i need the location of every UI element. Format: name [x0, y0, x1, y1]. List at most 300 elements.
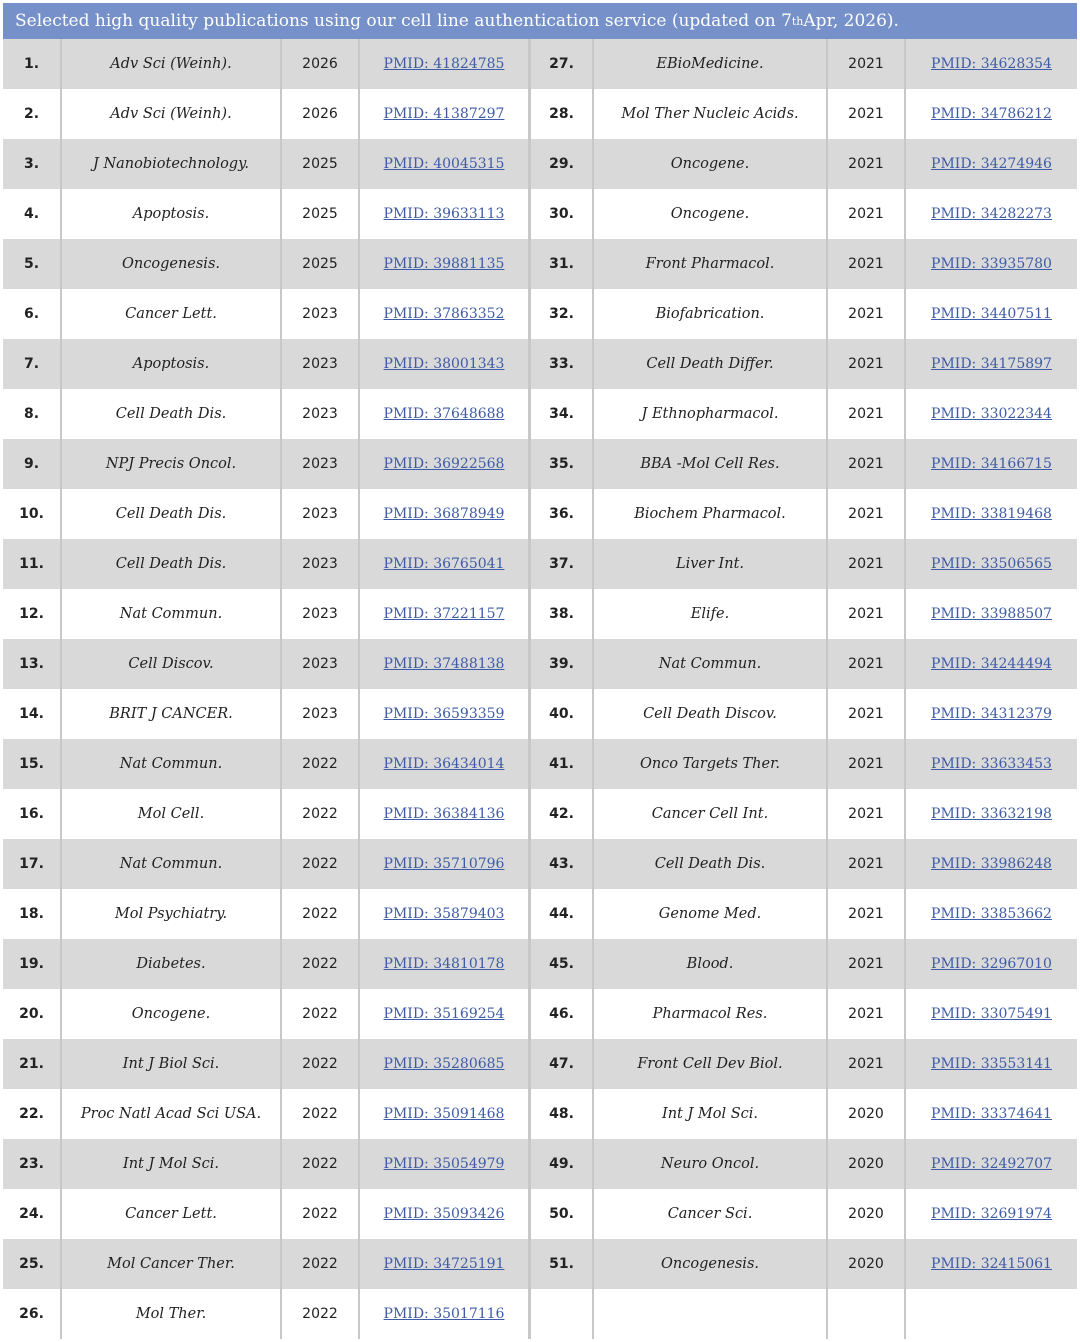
publication-year-cell [827, 939, 905, 989]
publication-year-cell [281, 989, 359, 1039]
journal-name-cell [61, 1239, 281, 1289]
publication-row [3, 639, 528, 689]
row-number-cell [531, 1189, 593, 1239]
publication-year-cell [281, 1239, 359, 1289]
pmid-link-cell [905, 1039, 1077, 1089]
row-number: 1. [23, 56, 40, 72]
publication-year-cell [827, 639, 905, 689]
publication-year: 2021 [848, 1056, 884, 1072]
publication-year: 2021 [848, 256, 884, 272]
row-number: 16. [19, 806, 44, 822]
publication-year: 2023 [302, 556, 338, 572]
journal-name-cell [593, 239, 827, 289]
journal-name-cell [61, 389, 281, 439]
journal-name: Int J Biol Sci. [122, 1056, 220, 1072]
journal-name-cell [61, 1089, 281, 1139]
pmid-link[interactable]: PMID: 35710796 [383, 856, 505, 872]
publication-row [531, 289, 1077, 339]
publication-row [3, 539, 528, 589]
row-number-cell [3, 639, 61, 689]
publication-row [3, 339, 528, 389]
pmid-link-cell [905, 139, 1077, 189]
journal-name-cell [593, 589, 827, 639]
publication-year: 2026 [302, 56, 338, 72]
pmid-link[interactable]: PMID: 33853662 [931, 906, 1052, 922]
journal-name: Cell Death Dis. [115, 556, 227, 572]
journal-name-cell [593, 389, 827, 439]
publication-row [3, 389, 528, 439]
row-number: 40. [549, 706, 574, 722]
pmid-link[interactable]: PMID: 36878949 [383, 506, 505, 522]
row-number: 9. [23, 456, 40, 472]
row-number: 49. [549, 1156, 574, 1172]
row-number-cell [531, 889, 593, 939]
publication-year-cell [827, 139, 905, 189]
pmid-link-cell [905, 689, 1077, 739]
pmid-link-cell [359, 739, 528, 789]
publication-year-cell [281, 1189, 359, 1239]
pmid-link[interactable]: PMID: 33986248 [931, 856, 1052, 872]
publication-year: 2021 [848, 556, 884, 572]
journal-name-cell [61, 39, 281, 89]
journal-name: Liver Int. [675, 556, 745, 572]
pmid-link[interactable]: PMID: 34244494 [931, 656, 1052, 672]
row-number-cell [531, 1039, 593, 1089]
publication-year: 2021 [848, 506, 884, 522]
row-number-cell [3, 339, 61, 389]
publication-year-cell [281, 39, 359, 89]
publication-year-cell [827, 1239, 905, 1289]
row-number-cell [531, 289, 593, 339]
journal-name-cell [61, 939, 281, 989]
publication-row [3, 139, 528, 189]
journal-name: Apoptosis. [132, 206, 210, 222]
title-superscript: th [791, 14, 804, 28]
journal-name-cell [61, 739, 281, 789]
publication-year-cell [827, 389, 905, 439]
pmid-link[interactable]: PMID: 37863352 [383, 306, 505, 322]
publication-year: 2020 [848, 1156, 884, 1172]
publication-year-cell [827, 889, 905, 939]
publication-year: 2026 [302, 106, 338, 122]
publication-year: 2023 [302, 356, 338, 372]
pmid-link[interactable]: PMID: 34166715 [931, 456, 1052, 472]
pmid-link[interactable]: PMID: 34175897 [931, 356, 1052, 372]
row-number-cell [3, 189, 61, 239]
page-title [3, 3, 1077, 39]
row-number-cell [3, 589, 61, 639]
publication-year-cell [281, 89, 359, 139]
publication-year-cell [281, 1289, 359, 1339]
journal-name: Cell Death Dis. [115, 506, 227, 522]
pmid-link-cell [359, 389, 528, 439]
journal-name-cell [593, 1089, 827, 1139]
pmid-link-cell [359, 689, 528, 739]
journal-name: Nat Commun. [658, 656, 762, 672]
pmid-link-cell [905, 889, 1077, 939]
row-number: 11. [19, 556, 44, 572]
publication-row [3, 1089, 528, 1139]
publication-year-cell [281, 189, 359, 239]
pmid-link-cell [905, 1139, 1077, 1189]
pmid-link[interactable]: PMID: 37488138 [383, 656, 505, 672]
row-number: 5. [23, 256, 40, 272]
journal-name: Apoptosis. [132, 356, 210, 372]
journal-name-cell [593, 889, 827, 939]
publication-year: 2022 [302, 1256, 338, 1272]
pmid-link-cell [359, 339, 528, 389]
publication-year-cell [827, 1289, 905, 1339]
row-number-cell [531, 189, 593, 239]
journal-name: Cancer Sci. [667, 1206, 753, 1222]
journal-name: Nat Commun. [119, 856, 223, 872]
journal-name: Adv Sci (Weinh). [110, 106, 232, 122]
pmid-link[interactable]: PMID: 36384136 [383, 806, 505, 822]
pmid-link-cell [905, 639, 1077, 689]
row-number-cell [531, 39, 593, 89]
journal-name: Front Cell Dev Biol. [637, 1056, 783, 1072]
pmid-link-cell [359, 1289, 528, 1339]
journal-name: Mol Psychiatry. [114, 906, 228, 922]
publication-year-cell [827, 289, 905, 339]
journal-name: Nat Commun. [119, 756, 223, 772]
publication-year-cell [281, 539, 359, 589]
pmid-link-cell [905, 39, 1077, 89]
journal-name-cell [61, 639, 281, 689]
row-number-cell [531, 439, 593, 489]
pmid-link-cell [905, 439, 1077, 489]
publication-row [3, 89, 528, 139]
publication-year: 2023 [302, 706, 338, 722]
pmid-link[interactable]: PMID: 34810178 [383, 956, 505, 972]
publication-year-cell [281, 639, 359, 689]
publication-year-cell [827, 1139, 905, 1189]
row-number: 29. [549, 156, 574, 172]
pmid-link[interactable]: PMID: 34407511 [931, 306, 1052, 322]
journal-name: Int J Mol Sci. [661, 1106, 759, 1122]
pmid-link[interactable]: PMID: 35091468 [383, 1106, 505, 1122]
pmid-link[interactable]: PMID: 35054979 [383, 1156, 505, 1172]
pmid-link[interactable]: PMID: 34628354 [931, 56, 1052, 72]
journal-name-cell [593, 489, 827, 539]
journal-name: Cell Discov. [128, 656, 214, 672]
pmid-link-cell [359, 789, 528, 839]
pmid-link[interactable]: PMID: 33988507 [931, 606, 1052, 622]
journal-name: Oncogenesis. [122, 256, 220, 272]
row-number: 33. [549, 356, 574, 372]
journal-name-cell [593, 839, 827, 889]
journal-name: NPJ Precis Oncol. [105, 456, 237, 472]
journal-name: Cell Death Dis. [115, 406, 227, 422]
journal-name: Cell Death Discov. [643, 706, 777, 722]
row-number: 30. [549, 206, 574, 222]
publication-year: 2021 [848, 906, 884, 922]
pmid-link[interactable]: PMID: 33075491 [931, 1006, 1052, 1022]
journal-name-cell [593, 439, 827, 489]
pmid-link[interactable]: PMID: 32415061 [931, 1256, 1052, 1272]
publication-year: 2023 [302, 456, 338, 472]
pmid-link[interactable]: PMID: 41387297 [383, 106, 505, 122]
publication-year: 2021 [848, 306, 884, 322]
pmid-link[interactable]: PMID: 38001343 [383, 356, 505, 372]
publication-year-cell [827, 1089, 905, 1139]
row-number: 38. [549, 606, 574, 622]
pmid-link[interactable]: PMID: 33632198 [931, 806, 1052, 822]
publication-year: 2021 [848, 356, 884, 372]
journal-name: Cell Death Dis. [654, 856, 766, 872]
row-number: 20. [19, 1006, 44, 1022]
journal-name: Cancer Cell Int. [651, 806, 769, 822]
journal-name-cell [61, 789, 281, 839]
journal-name-cell [61, 439, 281, 489]
row-number: 13. [19, 656, 44, 672]
publication-row [3, 489, 528, 539]
publication-row [531, 939, 1077, 989]
publication-year: 2020 [848, 1106, 884, 1122]
journal-name: Blood. [686, 956, 734, 972]
journal-name: BRIT J CANCER. [109, 706, 233, 722]
pmid-link[interactable]: PMID: 33553141 [931, 1056, 1052, 1072]
row-number-cell [531, 539, 593, 589]
publication-year-cell [827, 739, 905, 789]
pmid-link[interactable]: PMID: 32691974 [931, 1206, 1052, 1222]
pmid-link[interactable]: PMID: 36593359 [383, 706, 505, 722]
publication-year-cell [281, 1089, 359, 1139]
publication-year-cell [281, 289, 359, 339]
publication-year: 2021 [848, 206, 884, 222]
pmid-link[interactable]: PMID: 33633453 [931, 756, 1052, 772]
pmid-link-cell [905, 1289, 1077, 1339]
publication-row [531, 89, 1077, 139]
publication-year-cell [281, 489, 359, 539]
pmid-link[interactable]: PMID: 34312379 [931, 706, 1052, 722]
row-number-cell [531, 989, 593, 1039]
publication-row [531, 339, 1077, 389]
journal-name-cell [593, 789, 827, 839]
publication-year: 2021 [848, 706, 884, 722]
journal-name: Proc Natl Acad Sci USA. [80, 1106, 262, 1122]
pmid-link-cell [359, 839, 528, 889]
pmid-link[interactable]: PMID: 35879403 [383, 906, 505, 922]
pmid-link-cell [905, 489, 1077, 539]
pmid-link[interactable]: PMID: 40045315 [383, 156, 505, 172]
pmid-link[interactable]: PMID: 35280685 [383, 1056, 505, 1072]
publication-row [3, 289, 528, 339]
journal-name: Cancer Lett. [125, 1206, 217, 1222]
journal-name-cell [61, 189, 281, 239]
row-number: 15. [19, 756, 44, 772]
title-suffix: Apr, 2026). [803, 11, 899, 31]
publication-year: 2023 [302, 306, 338, 322]
publication-row [531, 589, 1077, 639]
pmid-link-cell [359, 1189, 528, 1239]
pmid-link[interactable]: PMID: 34786212 [931, 106, 1052, 122]
journal-name-cell [61, 139, 281, 189]
journal-name: Mol Cell. [137, 806, 205, 822]
pmid-link-cell [359, 139, 528, 189]
row-number-cell [531, 389, 593, 439]
publication-year: 2020 [848, 1256, 884, 1272]
pmid-link[interactable]: PMID: 41824785 [383, 56, 505, 72]
publication-year: 2022 [302, 956, 338, 972]
publication-row [3, 439, 528, 489]
row-number: 22. [19, 1106, 44, 1122]
pmid-link-cell [359, 439, 528, 489]
row-number: 39. [549, 656, 574, 672]
publication-row [3, 1289, 528, 1339]
row-number-cell [531, 689, 593, 739]
row-number: 26. [19, 1306, 44, 1322]
row-number: 37. [549, 556, 574, 572]
row-number-cell [3, 239, 61, 289]
pmid-link[interactable]: PMID: 35093426 [383, 1206, 505, 1222]
row-number-cell [3, 889, 61, 939]
row-number: 21. [19, 1056, 44, 1072]
row-number-cell [3, 139, 61, 189]
row-number-cell [3, 739, 61, 789]
pmid-link[interactable]: PMID: 39881135 [383, 256, 505, 272]
row-number-cell [3, 1189, 61, 1239]
pmid-link[interactable]: PMID: 32967010 [931, 956, 1052, 972]
journal-name-cell [593, 1039, 827, 1089]
publication-year: 2021 [848, 156, 884, 172]
pmid-link[interactable]: PMID: 39633113 [383, 206, 505, 222]
row-number-cell [531, 739, 593, 789]
pmid-link[interactable]: PMID: 35017116 [383, 1306, 505, 1322]
publication-year: 2020 [848, 1206, 884, 1222]
publication-row [3, 189, 528, 239]
row-number-cell [531, 589, 593, 639]
row-number-cell [531, 139, 593, 189]
pmid-link[interactable]: PMID: 33819468 [931, 506, 1052, 522]
row-number: 7. [23, 356, 40, 372]
pmid-link-cell [905, 739, 1077, 789]
pmid-link[interactable]: PMID: 32492707 [931, 1156, 1052, 1172]
journal-name-cell [61, 1139, 281, 1189]
pmid-link[interactable]: PMID: 36922568 [383, 456, 505, 472]
publication-row [531, 839, 1077, 889]
publication-year: 2022 [302, 756, 338, 772]
journal-name: J Nanobiotechnology. [93, 156, 249, 172]
journal-name: Mol Ther Nucleic Acids. [621, 106, 799, 122]
journal-name-cell [61, 489, 281, 539]
row-number: 46. [549, 1006, 574, 1022]
journal-name-cell [593, 1189, 827, 1239]
publication-year: 2022 [302, 906, 338, 922]
publication-year-cell [827, 439, 905, 489]
publication-year: 2022 [302, 1156, 338, 1172]
row-number-cell [3, 489, 61, 539]
row-number-cell [531, 789, 593, 839]
pmid-link-cell [905, 939, 1077, 989]
journal-name-cell [593, 989, 827, 1039]
publication-row [531, 1139, 1077, 1189]
journal-name-cell [61, 1289, 281, 1339]
publication-year: 2021 [848, 56, 884, 72]
pmid-link-cell [359, 539, 528, 589]
pmid-link[interactable]: PMID: 36434014 [383, 756, 505, 772]
pmid-link[interactable]: PMID: 34274946 [931, 156, 1052, 172]
pmid-link[interactable]: PMID: 34282273 [931, 206, 1052, 222]
publication-row [531, 189, 1077, 239]
pmid-link[interactable]: PMID: 35169254 [383, 1006, 505, 1022]
journal-name: BBA -Mol Cell Res. [640, 456, 780, 472]
pmid-link[interactable]: PMID: 36765041 [383, 556, 505, 572]
pmid-link[interactable]: PMID: 34725191 [383, 1256, 505, 1272]
row-number-cell [531, 939, 593, 989]
pmid-link[interactable]: PMID: 33935780 [931, 256, 1052, 272]
journal-name: Elife. [690, 606, 730, 622]
publication-year-cell [281, 839, 359, 889]
pmid-link-cell [359, 289, 528, 339]
publication-year-cell [827, 89, 905, 139]
publication-year: 2023 [302, 656, 338, 672]
publication-row [3, 689, 528, 739]
row-number-cell [531, 489, 593, 539]
publication-row [531, 1089, 1077, 1139]
publication-year: 2021 [848, 1006, 884, 1022]
pmid-link-cell [359, 889, 528, 939]
row-number: 19. [19, 956, 44, 972]
pmid-link-cell [905, 89, 1077, 139]
publication-row [531, 689, 1077, 739]
pmid-link[interactable]: PMID: 33022344 [931, 406, 1052, 422]
pmid-link-cell [905, 339, 1077, 389]
journal-name-cell [593, 289, 827, 339]
pmid-link-cell [359, 1239, 528, 1289]
publication-row [531, 1039, 1077, 1089]
publication-row [531, 789, 1077, 839]
publication-row [531, 1189, 1077, 1239]
row-number: 27. [549, 56, 574, 72]
publication-year: 2022 [302, 1006, 338, 1022]
row-number-cell [3, 939, 61, 989]
pmid-link-cell [359, 189, 528, 239]
pmid-link-cell [905, 239, 1077, 289]
journal-name-cell [61, 539, 281, 589]
pmid-link[interactable]: PMID: 37648688 [383, 406, 505, 422]
row-number: 35. [549, 456, 574, 472]
journal-name-cell [61, 239, 281, 289]
pmid-link-cell [905, 1239, 1077, 1289]
publications-table-left [3, 39, 528, 1339]
row-number-cell [531, 1139, 593, 1189]
publication-row [531, 139, 1077, 189]
publication-year-cell [281, 239, 359, 289]
journal-name: Oncogene. [670, 156, 750, 172]
row-number: 2. [23, 106, 40, 122]
publication-row [531, 539, 1077, 589]
publication-year-cell [827, 189, 905, 239]
journal-name-cell [61, 689, 281, 739]
pmid-link[interactable]: PMID: 33374641 [931, 1106, 1052, 1122]
pmid-link-cell [359, 639, 528, 689]
pmid-link[interactable]: PMID: 37221157 [383, 606, 505, 622]
pmid-link-cell [905, 289, 1077, 339]
pmid-link-cell [905, 589, 1077, 639]
journal-name-cell [61, 289, 281, 339]
publication-year-cell [281, 689, 359, 739]
pmid-link[interactable]: PMID: 33506565 [931, 556, 1052, 572]
pmid-link-cell [905, 989, 1077, 1039]
row-number: 18. [19, 906, 44, 922]
publication-year: 2022 [302, 1306, 338, 1322]
journal-name-cell [61, 589, 281, 639]
row-number: 12. [19, 606, 44, 622]
publication-year-cell [281, 889, 359, 939]
journal-name: Diabetes. [136, 956, 206, 972]
publication-year: 2023 [302, 506, 338, 522]
